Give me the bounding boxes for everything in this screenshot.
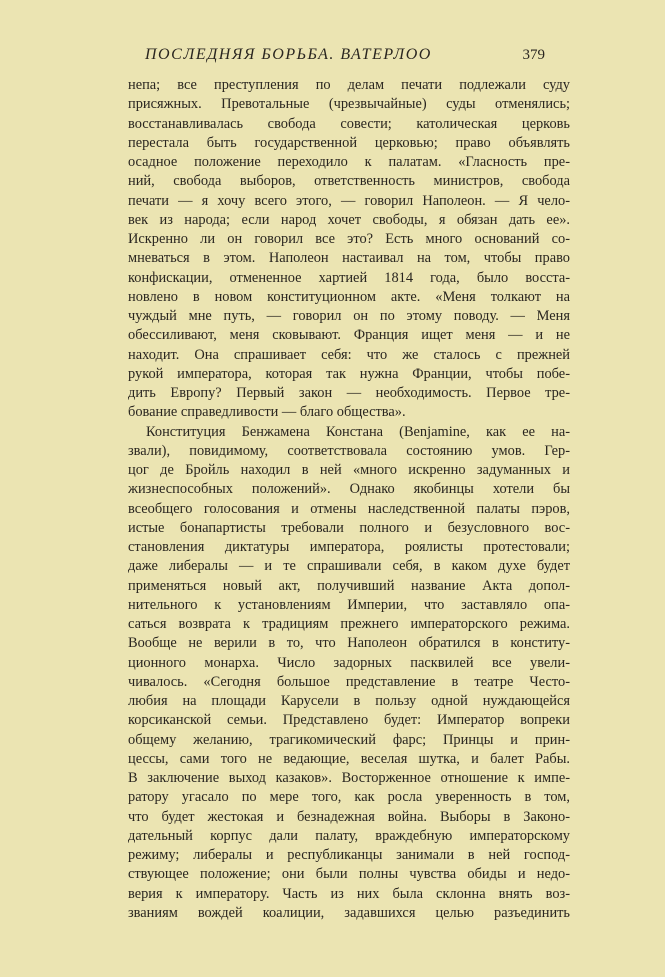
text-line: любия на площади Карусели в пользу одной нуждающейся: [128, 693, 570, 709]
text-line: звали), повидимому, соответствовала состоянию умов. Гер-: [128, 442, 570, 459]
text-line: ний, свобода выборов, ответственность министров, свобода: [128, 173, 570, 190]
text-line: Искренно ли он говорил все это? Есть много оснований со-: [128, 231, 570, 247]
text-line: истые бонапартисты требовали полного и безусловного вос-: [128, 519, 570, 536]
text-line: рукой императора, которая так нужна Франции, чтобы побе-: [128, 365, 570, 382]
text-line: корсиканской семьи. Представлено будет: Император вопреки: [128, 712, 570, 729]
running-title: ПОСЛЕДНЯЯ БОРЬБА. ВАТЕРЛОО: [145, 46, 432, 63]
text-line: верия к императору. Часть из них была склонна внять воз-: [128, 885, 570, 902]
text-line: что будет жестокая и безнадежная война. Выборы в Законо-: [128, 808, 570, 825]
text-line: Конституция Бенжамена Констана (Benjamine, как ее на-: [146, 423, 570, 440]
text-line: дить Европу? Первый закон — необходимость. Первое тре-: [128, 385, 570, 401]
page-header: [145, 46, 545, 64]
text-line: осадное положение переходило к палатам. «Гласность пре-: [128, 154, 570, 170]
text-line: В заключение выход казаков». Восторженное отношение к импе-: [128, 770, 570, 786]
text-line: ратору угасало по мере того, как росла уверенность в том,: [128, 789, 570, 806]
text-line: восстанавливалась свобода совести; католическая церковь: [128, 115, 570, 132]
text-line: конфискации, отмененное хартией 1814 года, было восста-: [128, 269, 570, 286]
text-line: режиму; либералы и республиканцы занимали в ней господ-: [128, 847, 570, 863]
text-line: обессиливают, меня сковывают. Франция ищет меня — и не: [128, 327, 570, 344]
text-line: жизнеспособных положений». Однако якобинцы хотели бы: [128, 481, 570, 498]
text-line: печати — я хочу всего этого, — говорил Наполеон. — Я чело-: [128, 192, 570, 209]
text-line: ционного монарха. Число задорных пасквилей все увели-: [128, 654, 570, 671]
text-line: бование справедливости — благо общества».: [128, 404, 406, 421]
text-line: чивалось. «Сегодня большое представление в театре Често-: [128, 673, 570, 690]
text-line: Вообще не верили в то, что Наполеон обратился в конститу-: [128, 635, 570, 652]
text-line: находит. Она спрашивает себя: что же сталось с прежней: [128, 346, 570, 363]
text-line: цессы, сами того не ведающие, веселая шутка, и балет Рабы.: [128, 750, 570, 767]
text-line: перестала быть государственной церковью; право объявлять: [128, 134, 570, 151]
text-line: дательный корпус дали палату, враждебную императорскому: [128, 827, 570, 844]
text-line: новлено в новом конституционном акте. «Меня толкают на: [128, 288, 570, 305]
text-line: всеобщего голосования и отмены наследственной палаты пэров,: [128, 500, 570, 517]
text-line: нительного к установлениям Империи, что заставляло опа-: [128, 596, 570, 613]
text-line: даже либералы — и те спрашивали себя, в каком духе будет: [128, 558, 570, 575]
text-line: общему желанию, трагикомический фарс; Принцы и прин-: [128, 731, 570, 748]
text-line: непа; все преступления по делам печати подлежали суду: [128, 77, 570, 93]
text-line: саться возврата к традициям прежнего императорского режима.: [128, 616, 570, 632]
text-line: мневаться в этом. Наполеон настаивал на том, чтобы право: [128, 250, 570, 267]
text-line: ствующее положение; они были полны чувства обиды и недо-: [128, 866, 570, 883]
text-line: присяжных. Превотальные (чрезвычайные) суды отменялись;: [128, 96, 570, 113]
text-line: становления диктатуры императора, роялисты протестовали;: [128, 539, 570, 555]
text-line: цог де Бройль находил в ней «много искренно задуманных и: [128, 462, 570, 478]
text-line: применяться новый акт, получивший название Акта допол-: [128, 577, 570, 594]
body-text: [128, 76, 570, 923]
text-line: званиям вождей коалиции, задавшихся целью разъединить: [128, 904, 570, 921]
text-line: чуждый мне путь, — говорил он по этому поводу. — Меня: [128, 308, 570, 324]
text-line: век из народа; если народ хочет свободы, я обязан дать ее».: [128, 211, 570, 228]
page-number: 379: [522, 47, 545, 63]
